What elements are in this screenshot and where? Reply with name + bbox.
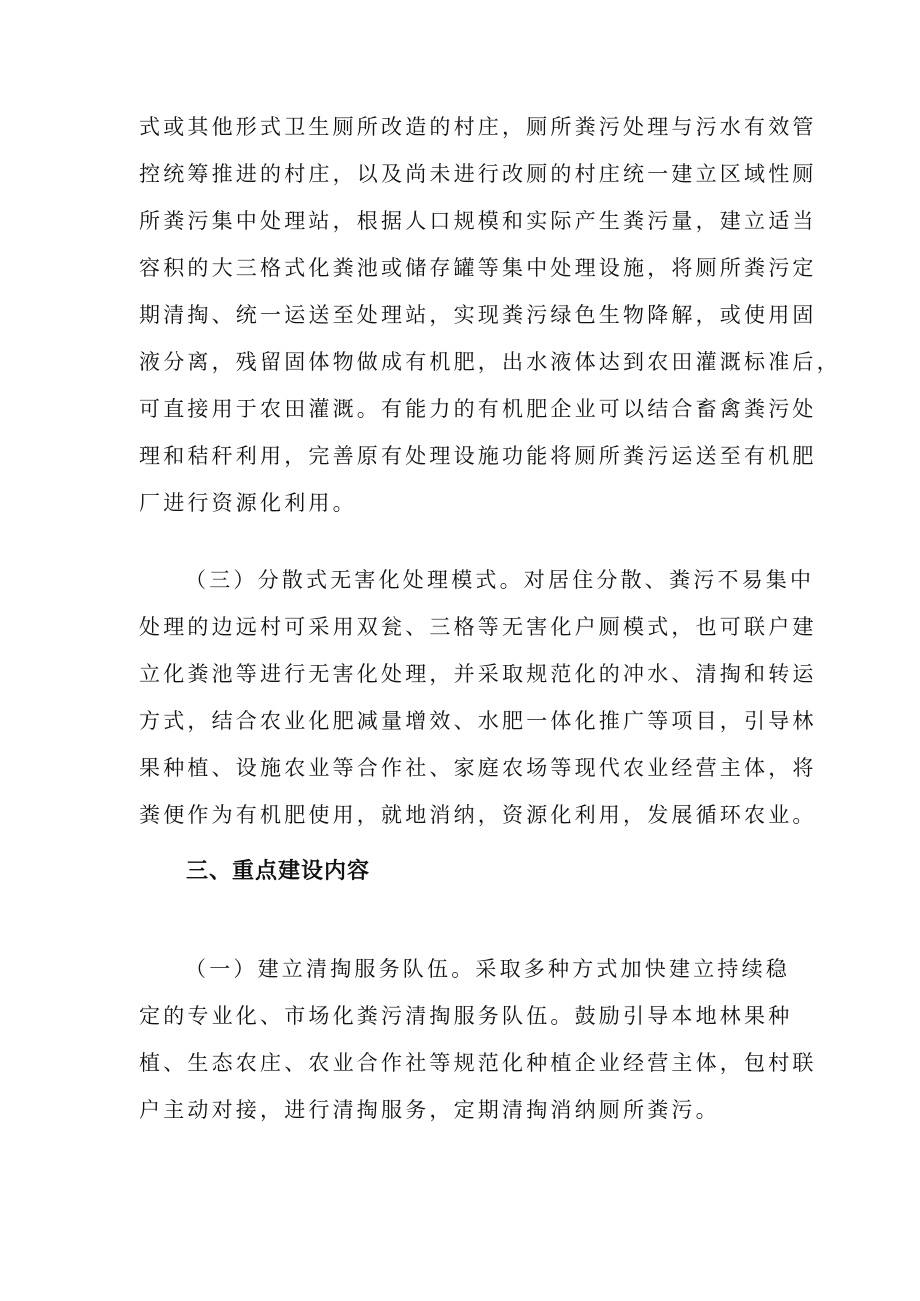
- text-line: 果种植、设施农业等合作社、家庭农场等现代农业经营主体，将: [139, 756, 817, 780]
- text-line: 理和秸秆利用，完善原有处理设施功能将厕所粪污运送至有机肥: [139, 444, 817, 468]
- text-line: 式或其他形式卫生厕所改造的村庄，厕所粪污处理与污水有效管: [139, 115, 817, 139]
- text-line: 粪便作为有机肥使用，就地消纳，资源化利用，发展循环农业。: [139, 803, 817, 827]
- text-line: 立化粪池等进行无害化处理，并采取规范化的冲水、清掏和转运: [139, 662, 817, 686]
- paragraph-centralized-treatment: [139, 104, 841, 527]
- text-line: 容积的大三格式化粪池或储存罐等集中处理设施，将厕所粪污定: [139, 256, 817, 280]
- text-line: 处理的边远村可采用双瓮、三格等无害化户厕模式，也可联户建: [139, 615, 817, 639]
- section-heading: 三、重点建设内容: [186, 859, 371, 884]
- paragraph-decentralized-treatment: [139, 557, 817, 839]
- text-line: 液分离，残留固体物做成有机肥，出水液体达到农田灌溉标准后，: [139, 350, 841, 374]
- text-line: 方式，结合农业化肥减量增效、水肥一体化推广等项目，引导林: [139, 709, 817, 733]
- text-line: （三）分散式无害化处理模式。对居住分散、粪污不易集中: [185, 568, 815, 592]
- text-line: 所粪污集中处理站，根据人口规模和实际产生粪污量，建立适当: [139, 209, 817, 233]
- text-line: 户主动对接，进行清掏服务，定期清掏消纳厕所粪污。: [139, 1098, 720, 1122]
- text-line: 控统筹推进的村庄，以及尚未进行改厕的村庄统一建立区域性厕: [139, 162, 817, 186]
- text-line: 可直接用于农田灌溉。有能力的有机肥企业可以结合畜禽粪污处: [139, 397, 817, 421]
- paragraph-cleaning-service-team: [139, 946, 817, 1134]
- text-line: 植、生态农庄、农业合作社等规范化种植企业经营主体，包村联: [139, 1051, 817, 1075]
- text-line: （一）建立清掏服务队伍。采取多种方式加快建立持续稳: [185, 957, 790, 981]
- text-line: 定的专业化、市场化粪污清掏服务队伍。鼓励引导本地林果种: [139, 1004, 793, 1028]
- text-line: 期清掏、统一运送至处理站，实现粪污绿色生物降解，或使用固: [139, 303, 817, 327]
- text-line: 厂进行资源化利用。: [139, 491, 357, 515]
